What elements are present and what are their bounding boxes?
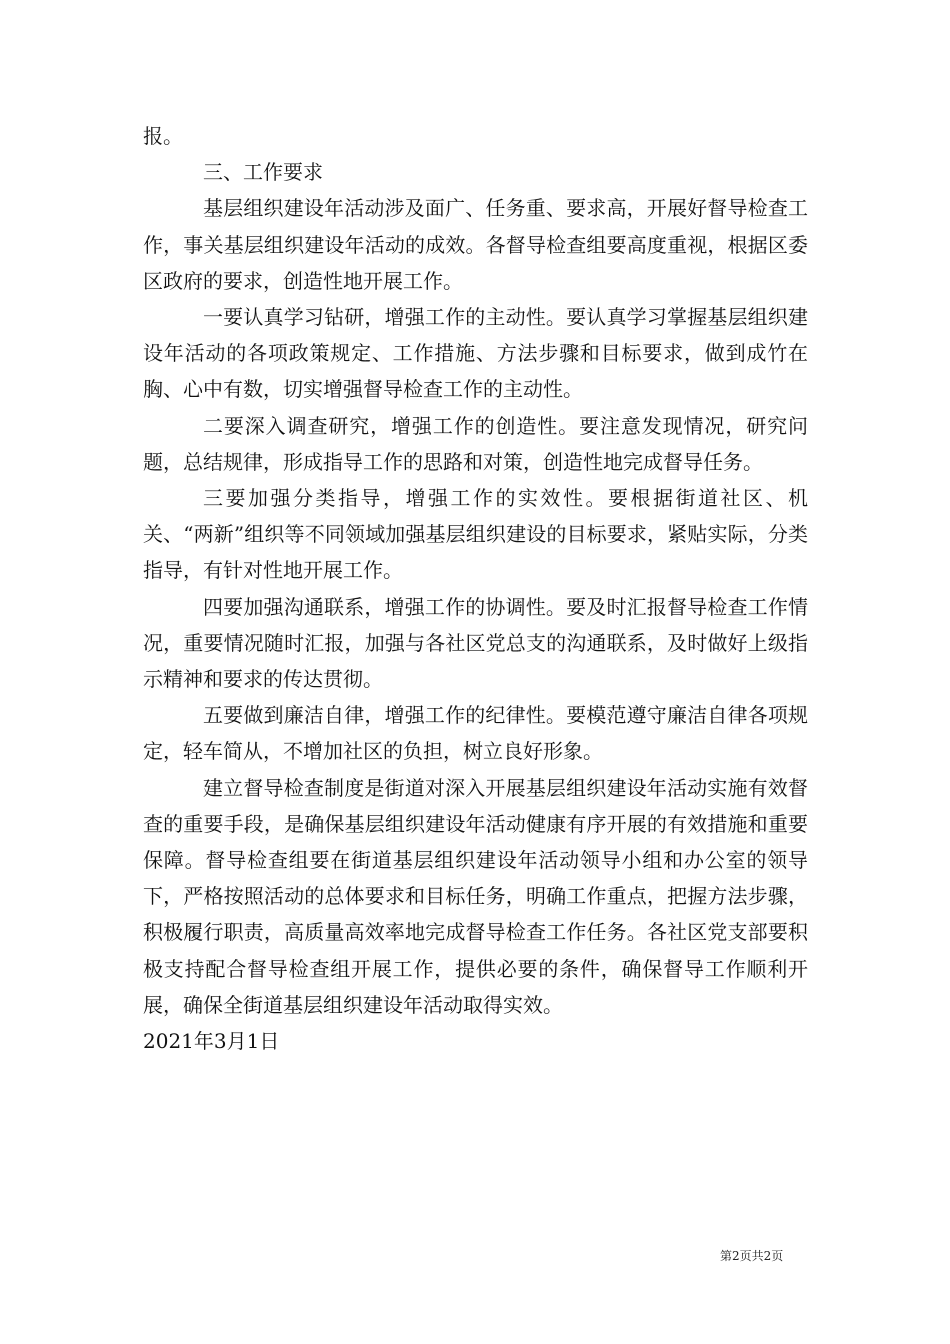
paragraph-requirement-2: 二要深入调查研究，增强工作的创造性。要注意发现情况，研究问题，总结规律，形成指导工作的思路和对策，创造性地完成督导任务。 [143,413,808,474]
paragraph-continuation: 报。 [143,124,183,148]
page-number: 第2页共2页 [720,1249,784,1263]
paragraph-conclusion: 建立督导检查制度是街道对深入开展基层组织建设年活动实施有效督查的重要手段，是确保基层组织建设年活动健康有序开展的有效措施和重要保障。督导检查组要在街道基层组织建设年活动领导小组和办公室的领导下，严格按照活动的总体要求和目标任务，明确工作重点，把握方法步骤，积极履行职责，高质量高效率地完成督导检查工作任务。各社区党支部要积极支持配合督导检查组开展工作，提供必要的条件，确保督导工作顺利开展，确保全街道基层组织建设年活动取得实效。 [143,775,808,1017]
paragraph-requirement-4: 四要加强沟通联系，增强工作的协调性。要及时汇报督导检查工作情况，重要情况随时汇报，加强与各社区党总支的沟通联系，及时做好上级指示精神和要求的传达贯彻。 [143,594,808,692]
document-date: 2021年3月1日 [143,1029,280,1054]
section-heading: 三、工作要求 [203,160,323,185]
paragraph-intro: 基层组织建设年活动涉及面广、任务重、要求高，开展好督导检查工作，事关基层组织建设年活动的成效。各督导检查组要高度重视，根据区委区政府的要求，创造性地开展工作。 [143,196,808,293]
paragraph-requirement-5: 五要做到廉洁自律，增强工作的纪律性。要模范遵守廉洁自律各项规定，轻车简从，不增加社区的负担，树立良好形象。 [143,703,808,764]
paragraph-requirement-1: 一要认真学习钻研，增强工作的主动性。要认真学习掌握基层组织建设年活动的各项政策规定、工作措施、方法步骤和目标要求，做到成竹在胸、心中有数，切实增强督导检查工作的主动性。 [143,305,808,402]
document-body [143,118,808,1059]
paragraph-requirement-3: 三要加强分类指导，增强工作的实效性。要根据街道社区、机关、“两新”组织等不同领域加强基层组织建设的目标要求，紧贴实际，分类指导，有针对性地开展工作。 [143,486,808,583]
